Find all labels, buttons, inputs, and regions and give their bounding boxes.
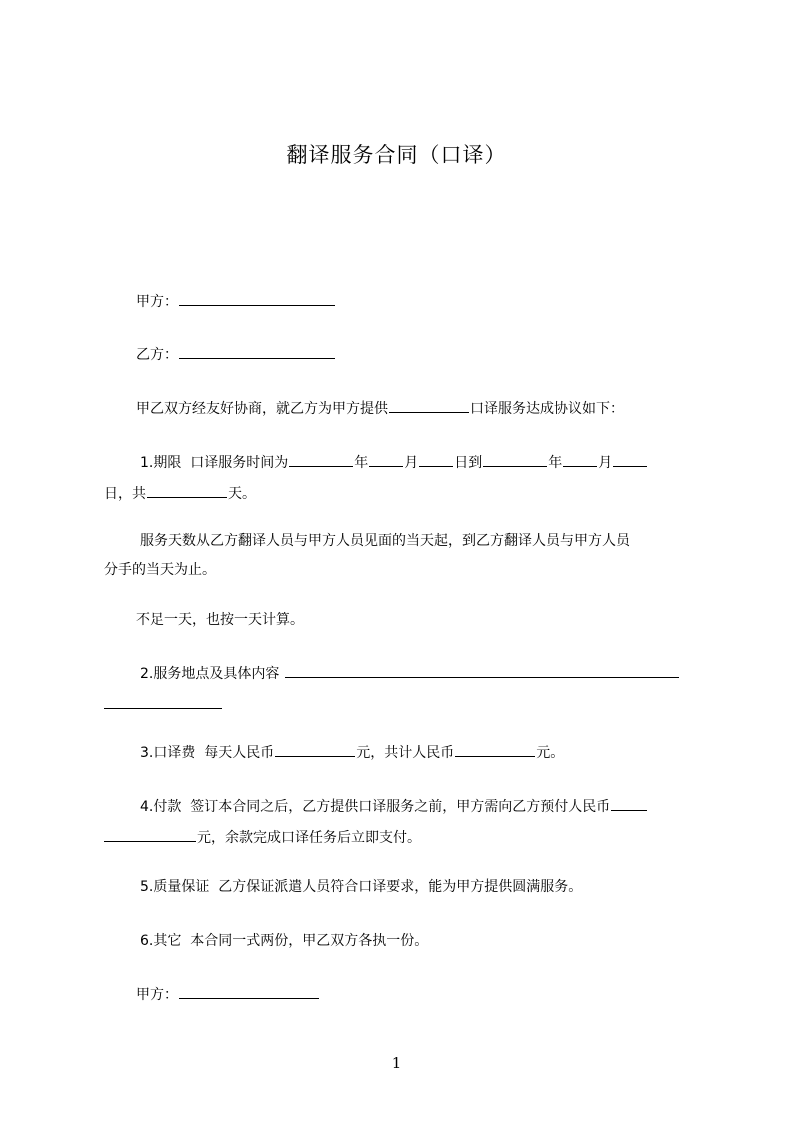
day-total-label: 日，共 [104,486,146,502]
prepayment-blank-2 [104,827,196,842]
clause-3-text-1: 每天人民币 [204,745,275,761]
days-unit-label: 天。 [228,486,256,502]
clause-6 [104,926,738,957]
start-year-blank [289,452,353,467]
party-a-line [104,287,734,318]
clause-1-note-1-line-1: 服务天数从乙方翻译人员与甲方人员见面的当天起，到乙方翻译人员与甲方人员 [140,533,630,549]
month-label-2: 月 [598,455,613,471]
clause-4-text-2: 元，余款完成口译任务后立即支付。 [197,830,421,846]
page-title: 翻译服务合同（口译） [286,143,507,167]
end-month-blank [563,452,597,467]
party-b-line [104,340,734,371]
clause-3-number: 3. [140,745,154,761]
year-label-2: 年 [548,455,563,471]
intro-after: 口译服务达成协议如下： [470,401,624,417]
clause-1-note-1-cont [104,555,702,586]
signature-party-a-label: 甲方： [136,987,178,1003]
clause-4 [104,792,738,823]
end-year-blank [483,452,547,467]
clause-5-number: 5. [140,879,154,895]
party-b-blank [179,344,335,359]
clause-4-number: 4. [140,799,154,815]
clause-3-heading: 口译费 [153,745,196,761]
clause-2-number: 2. [140,666,154,682]
clause-1-note-2: 不足一天，也按一天计算。 [136,612,304,628]
service-type-blank [389,398,469,413]
month-label: 月 [404,455,419,471]
total-fee-blank [455,742,535,757]
clause-1-number: 1. [140,455,154,471]
day-to-label: 日到 [454,455,483,471]
clause-1-note-1-line-2: 分手的当天为止。 [104,562,216,578]
start-day-blank [419,452,453,467]
clause-6-number: 6. [140,933,154,949]
intro-before: 甲乙双方经友好协商，就乙方为甲方提供 [136,401,388,417]
clause-3-text-3: 元。 [536,745,565,761]
year-label: 年 [354,455,369,471]
clause-4-continued [104,823,702,854]
clause-4-heading: 付款 [153,799,182,815]
start-month-blank [369,452,403,467]
clause-3-text-2: 元，共计人民币 [356,745,455,761]
clause-2-continued [104,690,702,721]
prepayment-blank [611,796,647,811]
clause-2 [104,659,738,690]
clause-1-continued [104,479,702,510]
clause-1-heading: 期限 [153,455,182,471]
intro-paragraph [104,394,734,425]
service-content-blank-2 [104,694,222,709]
clause-5-heading: 质量保证 [153,879,210,895]
daily-fee-blank [275,742,355,757]
clause-2-heading: 服务地点及具体内容 [153,666,280,682]
end-day-blank [613,452,647,467]
total-days-blank [147,483,227,498]
clause-1-note-1 [104,526,738,557]
signature-party-a [104,980,734,1011]
clause-3 [104,738,738,769]
clause-6-heading: 其它 [153,933,182,949]
clause-4-text-1: 签订本合同之后，乙方提供口译服务之前，甲方需向乙方预付人民币 [190,799,611,815]
clause-5-text: 乙方保证派遣人员符合口译要求，能为甲方提供圆满服务。 [218,879,583,895]
clause-5 [104,872,738,903]
signature-party-a-blank [179,984,319,999]
page-number: 1 [391,1054,402,1072]
service-content-blank [285,663,679,678]
party-a-blank [179,291,335,306]
party-a-label: 甲方： [136,294,178,310]
clause-6-text: 本合同一式两份，甲乙双方各执一份。 [190,933,429,949]
clause-1-text: 口译服务时间为 [190,455,289,471]
party-b-label: 乙方： [136,347,178,363]
clause-1 [104,448,738,479]
